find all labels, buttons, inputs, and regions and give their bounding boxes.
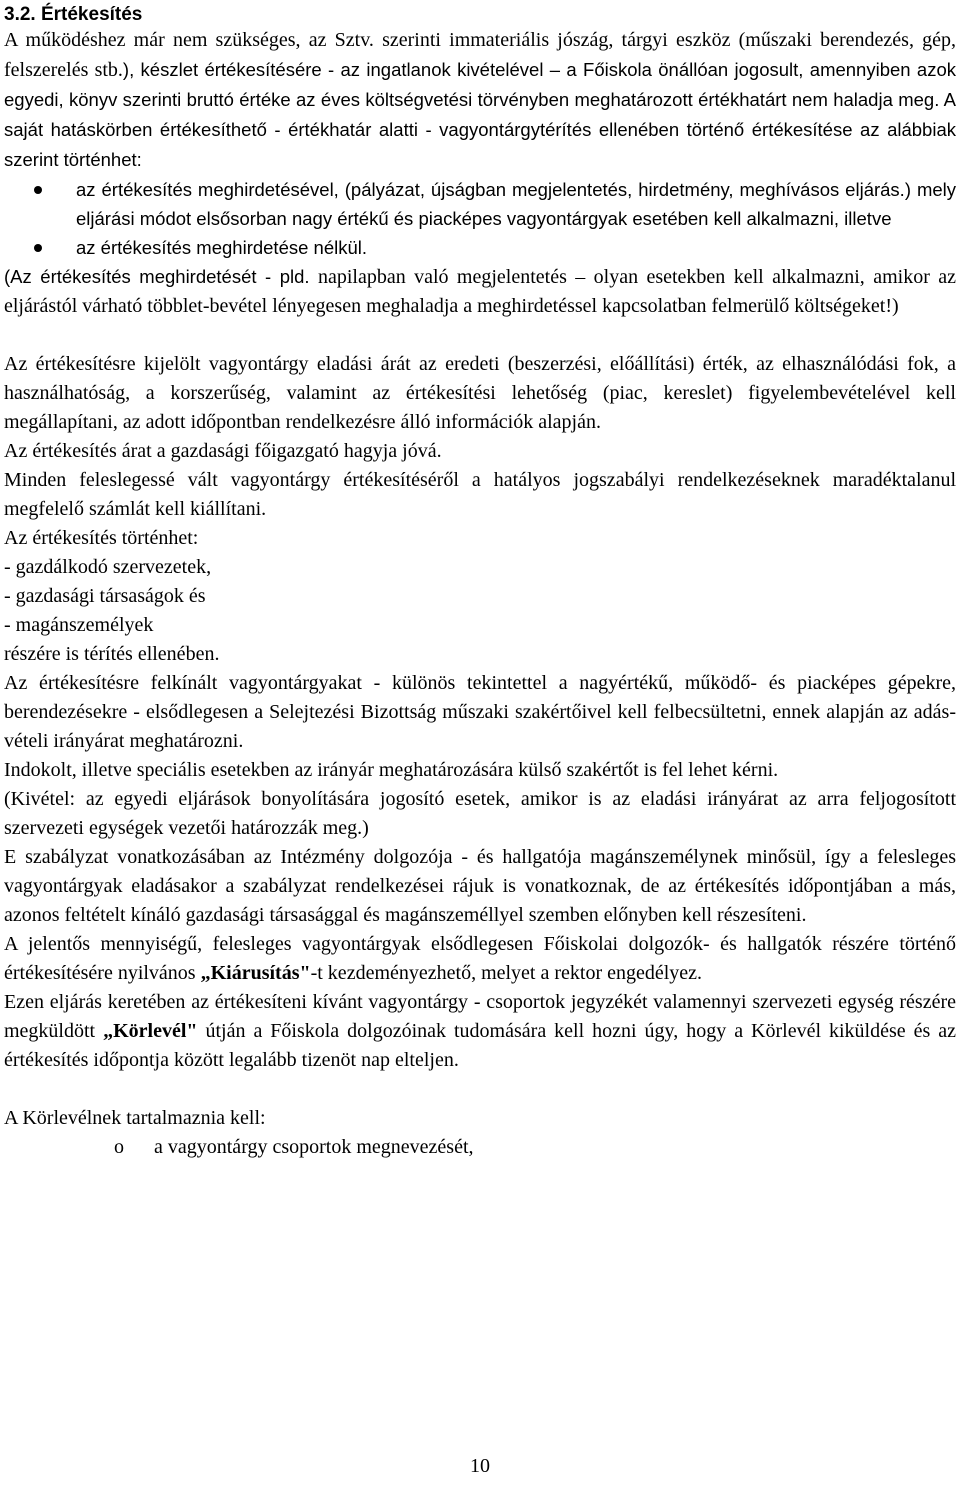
bullet-icon — [34, 186, 42, 194]
page-number: 10 — [470, 1455, 490, 1477]
intro-sans-text: ), készlet értékesítésére - az ingatlanok kivételével – a Főiskola önállóan jogosult, amennyiben azok egyedi, könyv szerinti bruttó értéke az éves költségvetési törvényben meghatározott értékhatárt nem haladja meg. A saját hatáskörben értékesíthető - értékhatár alatti - vagyontárgytérítés ellenében történő értékesítése az alábbiak szerint történhet: — [4, 59, 956, 170]
intro-paragraph — [4, 26, 956, 175]
circular-paragraph — [4, 988, 956, 1075]
bullet-text: az értékesítés meghirdetése nélkül. — [76, 237, 368, 258]
exception-paragraph: (Kivétel: az egyedi eljárások bonyolítására jogosító esetek, amikor is az eladási irányárat az arra feljogosított szervezeti egységek vezetői határozzák meg.) — [4, 788, 956, 839]
clearance-sale-paragraph — [4, 930, 956, 988]
employee-status-paragraph: E szabályzat vonatkozásában az Intézmény dolgozója - és hallgatója magánszemélynek minősül, így a felesleges vagyontárgyak eladásakor a szabályzat rendelkezései rájuk is vonatkoznak, de az értékesítés időpontjában a más, azonos feltételt kínáló gazdasági társasággal és magánszeméllyel szemben előnyben kell részesíteni. — [4, 846, 956, 926]
paragraph-gap — [4, 321, 956, 350]
section-heading: 3.2. Értékesítés — [4, 4, 143, 25]
document-page — [4, 0, 956, 1162]
list-line: - gazdasági társaságok és — [4, 585, 206, 607]
circle-list-text: a vagyontárgy csoportok megnevezését, — [154, 1136, 474, 1158]
list-line: - gazdálkodó szervezetek, — [4, 556, 212, 578]
sale-to-intro: Az értékesítés történhet: — [4, 527, 199, 549]
price-approval-line: Az értékesítés árat a gazdasági főigazgató hagyja jóvá. — [4, 440, 442, 462]
note-serif-text: napilapban való megjelentetés – olyan esetekben kell alkalmazni, amikor az eljárástól várható többlet-bevétel lényegesen meghaladja a meghirdetéssel kapcsolatban felmerülő költségeket!) — [4, 266, 956, 317]
clearance-bold-term: „Kiárusítás" — [200, 962, 311, 984]
list-closing-line: részére is térítés ellenében. — [4, 643, 220, 665]
intro-serif-text: A működéshez már nem szükséges, az Sztv. szerinti immateriális jószág, tárgyi eszköz (műszaki berendezés, gép, felszerelés stb. — [4, 29, 956, 81]
announcement-note — [4, 262, 956, 321]
circular-contents-intro: A Körlevélnek tartalmaznia kell: — [4, 1107, 266, 1129]
note-sans-text: (Az értékesítés meghirdetését - pld. — [4, 266, 310, 287]
list-line: - magánszemélyek — [4, 614, 154, 636]
circular-bold-term: „Körlevél" — [103, 1020, 198, 1042]
price-determination-paragraph: Az értékesítésre kijelölt vagyontárgy eladási árát az eredeti (beszerzési, előállítási) érték, az elhasználódási fok, a használhatóság, a korszerűség, valamint az értékesítési lehetőség (piac, kereslet) figyelembevételével kell megállapítani, az adott időpontban rendelkezésre álló információk alapján. — [4, 353, 956, 433]
external-expert-paragraph: Indokolt, illetve speciális esetekben az irányár meghatározására külső szakértőt is fel lehet kérni. — [4, 759, 779, 781]
valuation-paragraph: Az értékesítésre felkínált vagyontárgyakat - különös tekintettel a nagyértékű, működő- és piacképes gépekre, berendezésekre - elsődlegesen a Selejtezési Bizottság műszaki szakértőivel kell felbecsültetni, ennek alapján az adás-vételi irányárat meghatározni. — [4, 672, 956, 752]
invoice-paragraph: Minden feleslegessé vált vagyontárgy értékesítéséről a hatályos jogszabályi rendelkezéseknek maradéktalanul megfelelő számlát kell kiállítani. — [4, 469, 956, 520]
paragraph-gap — [4, 1075, 956, 1104]
bullet-item-announced-sale — [4, 175, 956, 233]
bullet-text: az értékesítés meghirdetésével, (pályázat, újságban megjelentetés, hirdetmény, meghívásos eljárás.) mely eljárási módot elsősorban nagy értékű és piacképes vagyontárgyak esetében kell alkalmazni, illetve — [76, 179, 956, 229]
circle-bullet-icon: o — [114, 1136, 124, 1158]
bullet-icon — [34, 244, 42, 252]
bullet-item-unannounced-sale — [4, 233, 956, 262]
circular-text-after: útján a Főiskola dolgozóinak tudomására kell hozni úgy, hogy a Körlevél kiküldése és az értékesítés időpontja között legalább tizenöt nap elteljen. — [4, 1020, 957, 1071]
clearance-text-after: -t kezdeményezhető, melyet a rektor engedélyez. — [310, 962, 703, 984]
circle-list-item — [4, 1133, 956, 1162]
circular-text-before: Ezen eljárás keretében az értékesíteni kívánt vagyontárgy - csoportok jegyzékét valamennyi szervezeti egység részére megküldött — [4, 991, 956, 1042]
clearance-text-before: A jelentős mennyiségű, felesleges vagyontárgyak elsődlegesen Főiskolai dolgozók- és hallgatók részére történő értékesítésére nyilvános — [4, 933, 956, 984]
